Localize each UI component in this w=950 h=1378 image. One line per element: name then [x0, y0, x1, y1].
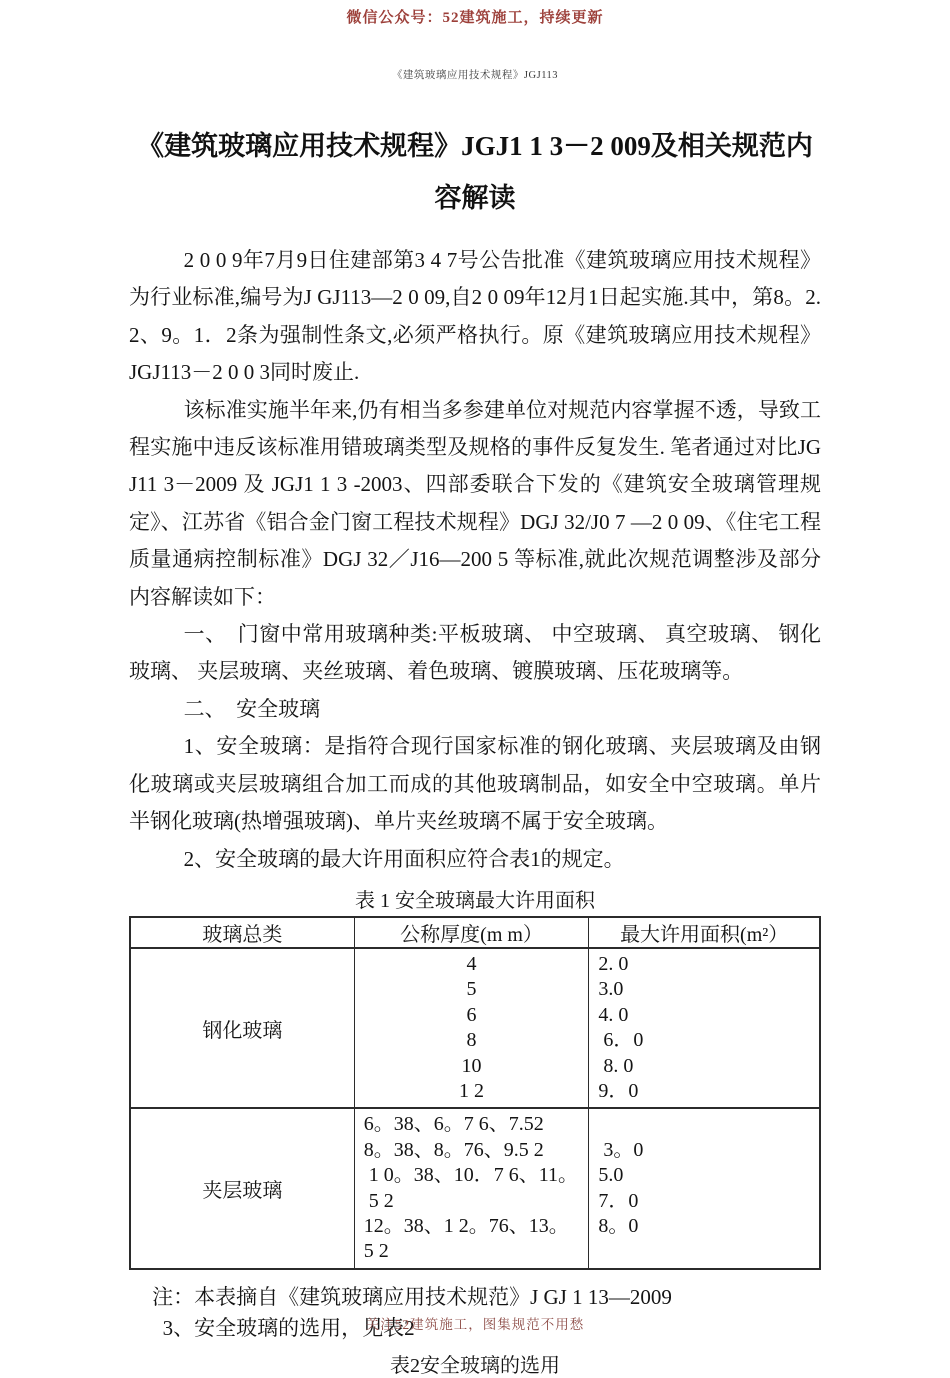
paragraph-safety-glass-definition: 1、安全玻璃：是指符合现行国家标准的钢化玻璃、夹层玻璃及由钢化玻璃或夹层玻璃组合加工而成的其他玻璃制品，如安全中空玻璃。单片半钢化玻璃(热增强玻璃)、单片夹丝玻璃不属于安全玻璃。: [129, 734, 821, 834]
table1-caption: 表 1 安全玻璃最大许用面积: [355, 889, 595, 912]
paragraph-approval: 2 0 0 9年7月9日住建部第3 4 7号公告批准《建筑玻璃应用技术规程》为行业标准,编号为J GJ113—2 0 09,自2 0 09年12月1日起实施.其中，第8。2. 2、9。1．2条为强制性条文,必须严格执行。原《建筑玻璃应用技术规程》JGJ113－2 0 0 3同时废止.: [129, 248, 821, 385]
document-body: [129, 120, 821, 1378]
paragraph-section-1-glass-types: 一、 门窗中常用玻璃种类:平板玻璃、 中空玻璃、 真空玻璃、 钢化玻璃、 夹层玻璃、夹丝玻璃、着色玻璃、镀膜玻璃、压花玻璃等。: [129, 622, 821, 684]
table1-safety-glass-max-area: [129, 916, 821, 1270]
document-title: 《建筑玻璃应用技术规程》JGJ1 1 3－2 009及相关规范内容解读: [137, 131, 813, 213]
table-row-laminated-glass: [130, 1108, 820, 1268]
table1-tempered-area-values: 2. 0 3.0 4. 0 6．0 8. 0 9．0: [589, 948, 820, 1108]
table1-tempered-thickness-values: 4 5 6 8 10 1 2: [354, 948, 589, 1108]
table1-header-max-allowed-area: 最大许用面积(m²）: [589, 917, 820, 948]
table1-laminated-area-values: 3。0 5.0 7．0 8。0: [589, 1108, 820, 1268]
table1-laminated-thickness-values: 6。38、6。7 6、7.52 8。38、8。76、9.5 2 1 0。38、10．7 6、11。 5 2 12。38、1 2。76、13。 5 2: [354, 1108, 589, 1268]
table1-header-row: [130, 917, 820, 948]
paragraph-max-area-intro: 2、安全玻璃的最大许用面积应符合表1的规定。: [183, 846, 625, 871]
table2-caption: 表2安全玻璃的选用: [390, 1354, 560, 1377]
wechat-banner-bottom: 关注52建筑施工，图集规范不用愁: [365, 1317, 585, 1332]
table1-header-glass-category: 玻璃总类: [130, 917, 354, 948]
wechat-banner-top: 微信公众号：52建筑施工，持续更新: [346, 10, 604, 26]
table1-tempered-category: 钢化玻璃: [130, 948, 354, 1108]
paragraph-section-2-heading: 二、 安全玻璃: [183, 696, 321, 721]
paragraph-item3-selection: 3、安全玻璃的选用，见表2: [162, 1315, 415, 1340]
doc-header-reference: 《建筑玻璃应用技术规程》JGJ113: [391, 70, 559, 81]
paragraph-background: 该标准实施半年来,仍有相当多参建单位对规范内容掌握不透，导致工程实施中违反该标准用错玻璃类型及规格的事件反复发生. 笔者通过对比JG J11 3－2009 及 JGJ1 1 3 -2003、四部委联合下发的《建筑安全玻璃管理规定》、江苏省《铝合金门窗工程技术规程》DGJ 32/J0 7 —2 0 09、《住宅工程质量通病控制标准》DGJ 32／J16—200 5 等标准,就此次规范调整涉及部分内容解读如下：: [129, 397, 821, 609]
table1-laminated-category: 夹层玻璃: [130, 1108, 354, 1268]
table1-source-note: 注：本表摘自《建筑玻璃应用技术规范》J GJ 1 13—2009: [152, 1284, 672, 1309]
table1-header-nominal-thickness: 公称厚度(m m）: [354, 917, 589, 948]
table-row-tempered-glass: [130, 948, 820, 1108]
